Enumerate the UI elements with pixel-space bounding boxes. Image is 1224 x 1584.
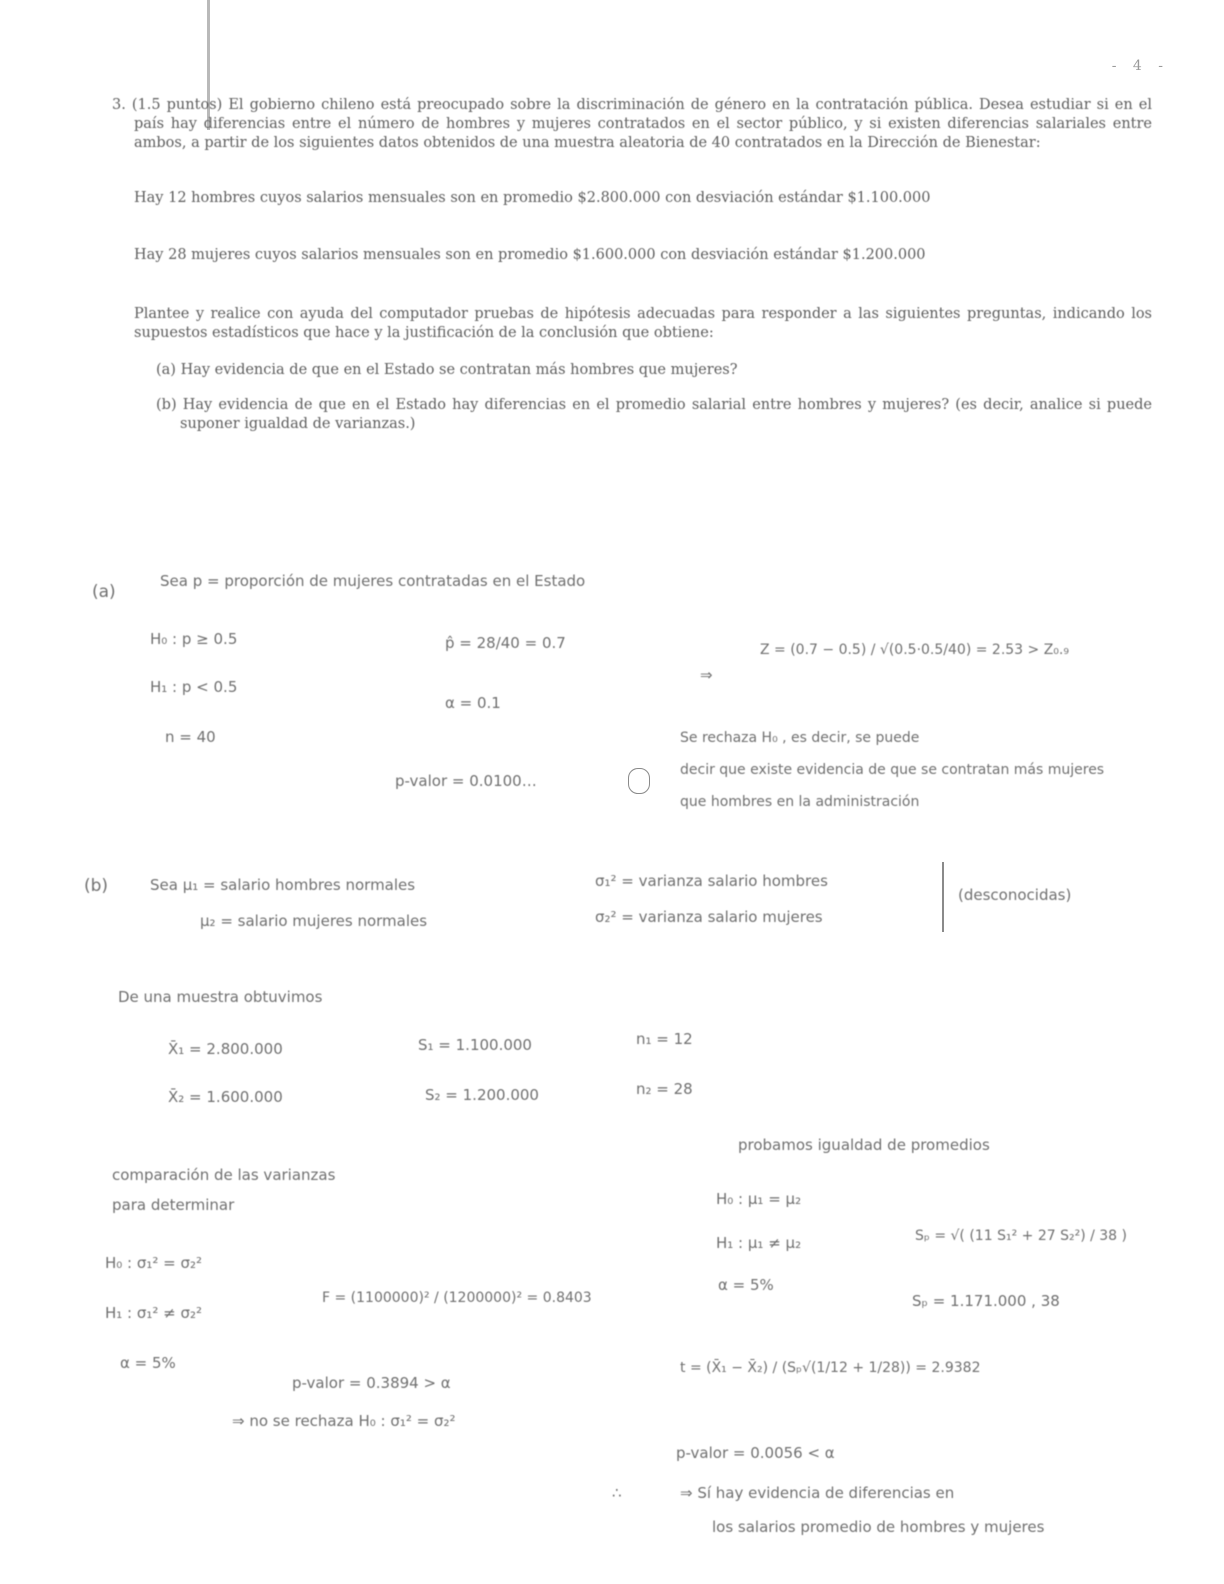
part-b-f-pvalue: p-valor = 0.3894 > α <box>292 1374 451 1392</box>
part-a-conclusion-3: que hombres en la administración <box>680 794 920 810</box>
part-b-mean-title: probamos igualdad de promedios <box>738 1136 990 1154</box>
part-a-alpha: α = 0.1 <box>445 694 501 712</box>
part-b-var-conclusion: ⇒ no se rechaza H₀ : σ₁² = σ₂² <box>232 1412 456 1430</box>
part-b-sp-value: Sₚ = 1.171.000 , 38 <box>912 1292 1060 1310</box>
part-b-f-stat: F = (1100000)² / (1200000)² = 0.8403 <box>322 1290 592 1306</box>
question-intro: 3. (1.5 puntos) El gobierno chileno está preocupado sobre la discriminación de género en la contratación pública. Desea estudiar si en el país hay diferencias entre el número de hombres y mujeres contratados en el sector público, y si existen diferencias salariales entre ambos, a partir de los siguientes datos obtenidos de una muestra aleatoria de 40 contratados en la Dirección de Bienestar: <box>112 97 1152 151</box>
part-b-therefore: ∴ <box>612 1484 622 1502</box>
part-a-definition: Sea p = proporción de mujeres contratadas en el Estado <box>160 572 586 590</box>
question-item-a: (a) Hay evidencia de que en el Estado se contratan más hombres que mujeres? <box>156 362 738 378</box>
part-a-label: (a) <box>92 582 116 602</box>
page-number: - 4 - <box>1111 58 1169 74</box>
part-b-sd-1: S₁ = 1.100.000 <box>418 1036 532 1054</box>
part-b-variance-title-2: para determinar <box>112 1196 235 1214</box>
question-item-b: (b) Hay evidencia de que en el Estado hay diferencias en el promedio salarial entre hombres y mujeres? (es decir, analice si puede suponer igualdad de varianzas.) <box>156 397 1152 432</box>
part-a-conclusion-2: decir que existe evidencia de que se contratan más mujeres <box>680 762 1105 778</box>
part-b-def-sigma1: σ₁² = varianza salario hombres <box>595 872 828 890</box>
part-b-def-mu2: μ₂ = salario mujeres normales <box>200 912 428 930</box>
part-b-var-h1: H₁ : σ₁² ≠ σ₂² <box>105 1304 203 1322</box>
part-b-mean-2: X̄₂ = 1.600.000 <box>168 1088 283 1106</box>
part-a-h1: H₁ : p < 0.5 <box>150 678 238 696</box>
part-a-circle-mark <box>628 768 650 794</box>
part-b-var-alpha: α = 5% <box>120 1354 176 1372</box>
part-b-variance-title-1: comparación de las varianzas <box>112 1166 336 1184</box>
part-a-h0: H₀ : p ≥ 0.5 <box>150 630 238 648</box>
part-b-brace-note: (desconocidas) <box>958 886 1072 904</box>
part-b-mean-h1: H₁ : μ₁ ≠ μ₂ <box>716 1234 802 1252</box>
part-b-sample-title: De una muestra obtuvimos <box>118 988 323 1006</box>
part-b-n-1: n₁ = 12 <box>636 1030 693 1048</box>
part-a-n: n = 40 <box>165 728 216 746</box>
part-b-brace <box>942 862 944 932</box>
part-b-var-h0: H₀ : σ₁² = σ₂² <box>105 1254 203 1272</box>
part-b-mean-h0: H₀ : μ₁ = μ₂ <box>716 1190 802 1208</box>
part-a-conclusion-1: Se rechaza H₀ , es decir, se puede <box>680 730 920 746</box>
part-b-mean-1: X̄₁ = 2.800.000 <box>168 1040 283 1058</box>
part-b-t-conclusion-2: los salarios promedio de hombres y mujeres <box>712 1518 1045 1536</box>
part-b-n-2: n₂ = 28 <box>636 1080 693 1098</box>
part-a-phat: p̂ = 28/40 = 0.7 <box>445 634 566 652</box>
part-b-sp-formula: Sₚ = √( (11 S₁² + 27 S₂²) / 38 ) <box>915 1228 1127 1244</box>
question-instructions: Plantee y realice con ayuda del computador pruebas de hipótesis adecuadas para responder a las siguientes preguntas, indicando los supuestos estadísticos que hace y la justificación de la conclusión que obtiene: <box>134 306 1152 341</box>
part-a-z-stat: Z = (0.7 − 0.5) / √(0.5·0.5/40) = 2.53 > Z₀.₉ <box>760 642 1069 658</box>
part-b-def-sigma2: σ₂² = varianza salario mujeres <box>595 908 823 926</box>
part-a-implies: ⇒ <box>700 666 713 684</box>
part-b-t-pvalue: p-valor = 0.0056 < α <box>676 1444 835 1462</box>
data-line-women: Hay 28 mujeres cuyos salarios mensuales son en promedio $1.600.000 con desviación estándar $1.200.000 <box>134 247 926 263</box>
part-a-pvalue: p-valor = 0.0100… <box>395 772 537 790</box>
part-b-mean-alpha: α = 5% <box>718 1276 774 1294</box>
part-b-label: (b) <box>84 876 109 896</box>
part-b-t-conclusion-1: ⇒ Sí hay evidencia de diferencias en <box>680 1484 955 1502</box>
printed-question <box>112 96 1152 434</box>
part-b-sd-2: S₂ = 1.200.000 <box>425 1086 539 1104</box>
part-b-t-stat: t = (X̄₁ − X̄₂) / (Sₚ√(1/12 + 1/28)) = 2.9382 <box>680 1360 981 1376</box>
data-line-men: Hay 12 hombres cuyos salarios mensuales son en promedio $2.800.000 con desviación estándar $1.100.000 <box>134 190 931 206</box>
part-b-def-mu1: Sea μ₁ = salario hombres normales <box>150 876 416 894</box>
